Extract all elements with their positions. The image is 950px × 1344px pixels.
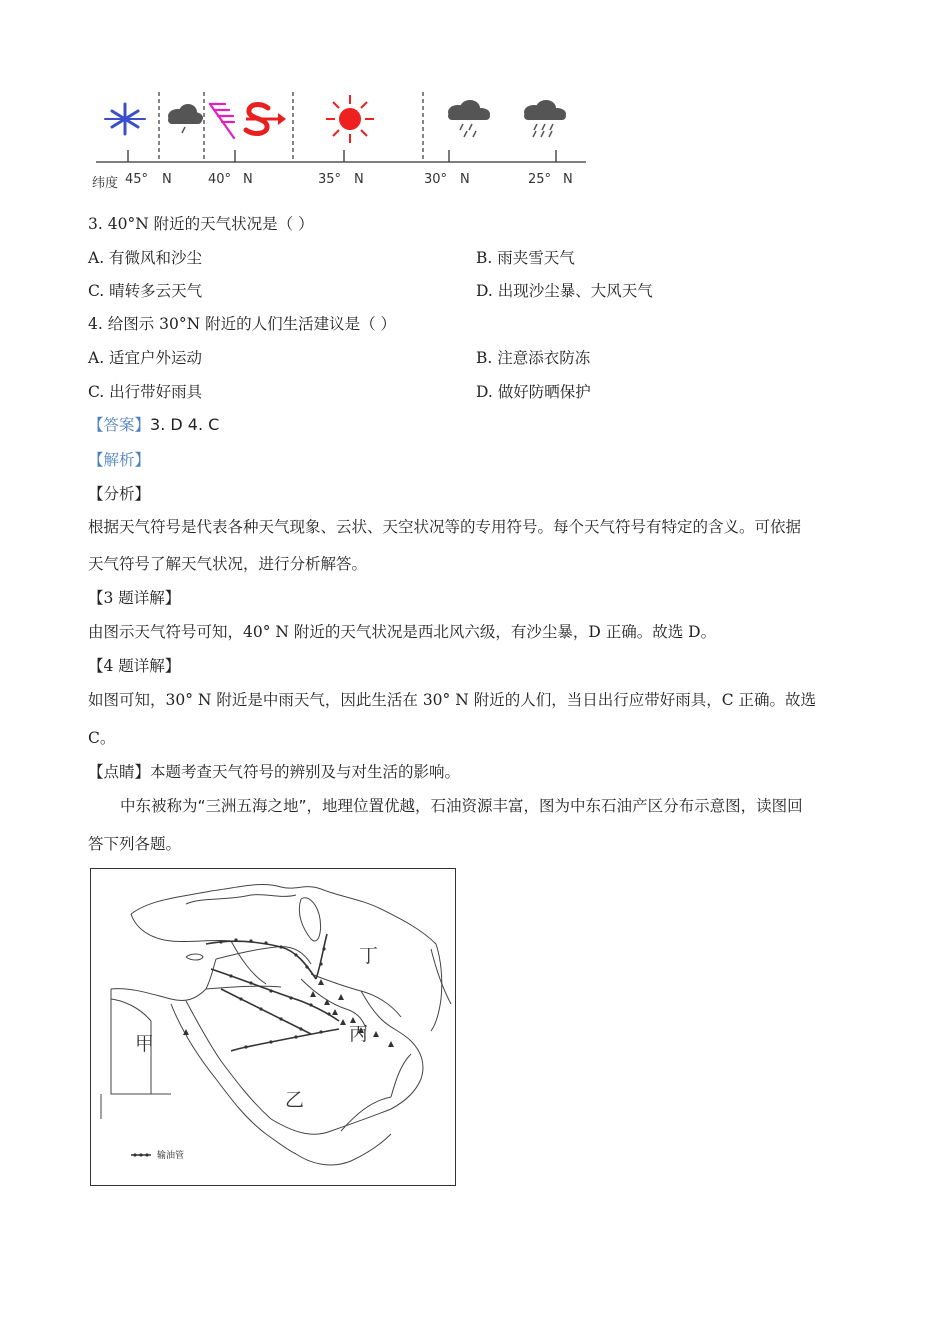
q3-detail-tag: 【3 题详解】 — [88, 589, 181, 607]
heavy-rain-icon — [524, 100, 566, 137]
dianjing: 【点睛】本题考查天气符号的辨别及与对生活的影响。 — [88, 763, 461, 781]
fenxi-text-2: 天气符号了解天气状况，进行分析解答。 — [88, 555, 368, 573]
light-rain-icon — [168, 104, 203, 133]
q3-option-b: B. 雨夹雪天气 — [476, 249, 575, 267]
tick-45-hemi: N — [162, 172, 172, 187]
map-legend-line — [131, 1153, 151, 1156]
q4-option-a: A. 适宜户外运动 — [88, 349, 203, 367]
tick-30-deg: 30° — [424, 172, 448, 187]
map-label-ding: 丁 — [359, 945, 379, 967]
axis-label: 纬度 — [92, 176, 119, 191]
q3-option-a: A. 有微风和沙尘 — [88, 249, 203, 267]
tick-25-deg: 25° — [528, 172, 552, 187]
q4-option-c: C. 出行带好雨具 — [88, 383, 203, 401]
q4-option-d: D. 做好防晒保护 — [476, 383, 591, 401]
q4-detail-tag: 【4 题详解】 — [88, 657, 181, 675]
q4-detail-2: C。 — [88, 729, 116, 747]
map-label-bing: 丙 — [349, 1023, 369, 1045]
map-legend-label: 输油管 — [157, 1151, 185, 1161]
map-label-yi: 乙 — [285, 1089, 305, 1111]
answer-line — [88, 415, 219, 435]
tick-30-hemi: N — [460, 172, 470, 187]
answer-tag: 【答案】 — [88, 416, 151, 434]
q3-stem: 3. 40°N 附近的天气状况是（ ） — [88, 215, 314, 233]
analysis-tag: 【解析】 — [88, 451, 151, 469]
sunny-icon — [326, 95, 374, 143]
passage-line-2: 答下列各题。 — [88, 835, 182, 853]
q4-stem: 4. 给图示 30°N 附近的人们生活建议是（ ） — [88, 315, 397, 333]
answer-text: 3. D 4. C — [150, 415, 220, 434]
tick-45-deg: 45° — [125, 172, 149, 187]
wind-barb-icon — [210, 104, 234, 138]
fenxi-tag: 【分析】 — [88, 485, 151, 503]
middle-east-map — [90, 868, 456, 1186]
moderate-rain-icon — [448, 100, 490, 137]
q4-detail-1: 如图可知，30° N 附近是中雨天气，因此生活在 30° N 附近的人们，当日出行应带好雨具，C 正确。故选 — [88, 691, 816, 709]
q3-detail: 由图示天气符号可知，40° N 附近的天气状况是西北风六级，有沙尘暴，D 正确。故选 D。 — [88, 623, 717, 641]
q3-option-d: D. 出现沙尘暴、大风天气 — [476, 282, 653, 300]
tick-40-deg: 40° — [208, 172, 232, 187]
snow-icon — [105, 104, 145, 134]
tick-25-hemi: N — [563, 172, 573, 187]
q3-option-c: C. 晴转多云天气 — [88, 282, 203, 300]
tick-35-deg: 35° — [318, 172, 342, 187]
map-label-jia: 甲 — [135, 1033, 155, 1055]
tick-35-hemi: N — [354, 172, 364, 187]
q4-option-b: B. 注意添衣防冻 — [476, 349, 591, 367]
passage-line-1: 中东被称为“三洲五海之地”，地理位置优越，石油资源丰富，图为中东石油产区分布示意图，读图回 — [120, 797, 803, 815]
fenxi-text-1: 根据天气符号是代表各种天气现象、云状、天空状况等的专用符号。每个天气符号有特定的含义。可依据 — [88, 518, 802, 536]
sandstorm-icon — [246, 105, 286, 134]
map-graphic — [91, 869, 454, 1184]
tick-40-hemi: N — [243, 172, 253, 187]
